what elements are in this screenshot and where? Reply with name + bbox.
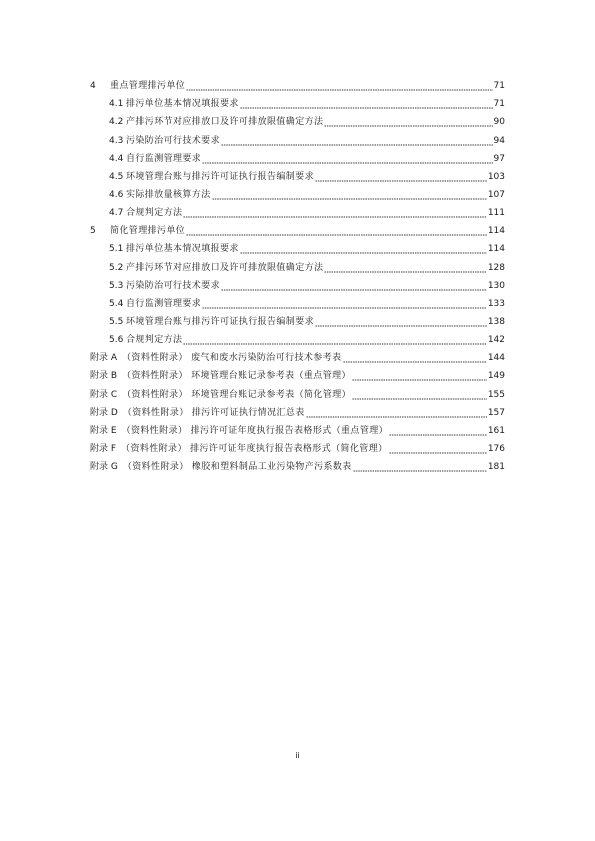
toc-entry-number: 4.4 [109, 153, 124, 164]
toc-entry[interactable] [90, 310, 505, 328]
toc-entry-number: 附录 B [90, 371, 118, 382]
toc-entry[interactable] [90, 74, 505, 92]
toc-entry-number: 4.2 [109, 117, 124, 128]
toc-entry-page: 128 [487, 262, 505, 273]
toc-entry-page: 138 [487, 316, 505, 327]
toc-entry-page: 155 [487, 389, 505, 400]
toc-entry-appendix[interactable] [90, 346, 505, 364]
toc-entry-title: 自行监测管理要求 [126, 298, 202, 309]
toc-entry-page: 71 [493, 81, 505, 92]
toc-leader-dots [352, 391, 487, 400]
toc-entry-appendix[interactable] [90, 401, 505, 419]
toc-entry-appendix[interactable] [90, 455, 505, 473]
toc-leader-dots [389, 427, 487, 436]
toc-leader-dots [353, 463, 487, 472]
toc-entry-page: 149 [487, 371, 505, 382]
toc-leader-dots [240, 245, 487, 254]
toc-entry[interactable] [90, 255, 505, 273]
toc-entry-title: （资料性附录） 废气和废水污染防治可行技术参考表 [122, 353, 342, 364]
toc-entry-page: 103 [487, 171, 505, 182]
toc-entry-page: 181 [487, 462, 505, 473]
toc-entry-number: 5.5 [109, 316, 124, 327]
toc-leader-dots [315, 318, 487, 327]
toc-entry-title: 合规判定方法 [126, 208, 183, 219]
toc-entry-number: 5.1 [109, 244, 124, 255]
toc-entry-number: 附录 E [90, 425, 117, 436]
toc-leader-dots [221, 137, 493, 146]
toc-leader-dots [389, 445, 487, 454]
toc-leader-dots [183, 209, 486, 218]
toc-entry-number: 4.7 [109, 208, 124, 219]
toc-entry[interactable] [90, 292, 505, 310]
toc-leader-dots [183, 336, 486, 345]
toc-entry[interactable] [90, 328, 505, 346]
toc-entry-number: 附录 F [90, 443, 117, 454]
toc-entry-title: 环境管理台账与排污许可证执行报告编制要求 [126, 171, 315, 182]
toc-entry[interactable] [90, 219, 505, 237]
table-of-contents [90, 74, 505, 473]
toc-leader-dots [324, 118, 492, 127]
toc-entry[interactable] [90, 274, 505, 292]
toc-entry-number: 5 [90, 226, 96, 237]
toc-entry-title: 合规判定方法 [126, 335, 183, 346]
toc-leader-dots [240, 100, 493, 109]
toc-entry-number: 5.3 [109, 280, 124, 291]
toc-entry[interactable] [90, 201, 505, 219]
toc-entry-appendix[interactable] [90, 382, 505, 400]
toc-entry-number: 5.2 [109, 262, 124, 273]
toc-entry-appendix[interactable] [90, 419, 505, 437]
toc-entry-title: 自行监测管理要求 [126, 153, 202, 164]
toc-entry[interactable] [90, 183, 505, 201]
toc-entry-page: 111 [487, 208, 505, 219]
toc-entry-title: （资料性附录） 橡胶和塑料制品工业污染物产污系数表 [122, 462, 352, 473]
toc-entry-number: 5.6 [109, 335, 124, 346]
toc-entry-number: 4.3 [109, 135, 124, 146]
toc-entry-page: 157 [487, 407, 505, 418]
toc-entry-title: 产排污环节对应排放口及许可排放限值确定方法 [126, 117, 324, 128]
toc-entry-number: 附录 A [90, 353, 118, 364]
toc-entry-title: 排污单位基本情况填报要求 [126, 99, 239, 110]
toc-entry-page: 94 [493, 135, 505, 146]
toc-entry[interactable] [90, 92, 505, 110]
toc-leader-dots [343, 354, 487, 363]
toc-entry[interactable] [90, 128, 505, 146]
toc-entry-number: 附录 C [90, 389, 118, 400]
toc-entry-page: 97 [493, 153, 505, 164]
toc-entry-title: 简化管理排污单位 [110, 226, 186, 237]
toc-entry-page: 130 [487, 280, 505, 291]
toc-entry-page: 144 [487, 353, 505, 364]
toc-entry-title: 污染防治可行技术要求 [126, 280, 221, 291]
toc-entry-page: 107 [487, 189, 505, 200]
toc-entry[interactable] [90, 237, 505, 255]
toc-entry-number: 4.1 [109, 99, 124, 110]
toc-entry-title: 产排污环节对应排放口及许可排放限值确定方法 [126, 262, 324, 273]
toc-entry-page: 176 [487, 443, 505, 454]
toc-entry-page: 71 [493, 99, 505, 110]
toc-entry-page: 114 [487, 226, 505, 237]
toc-leader-dots [315, 173, 487, 182]
toc-entry[interactable] [90, 165, 505, 183]
toc-leader-dots [212, 191, 487, 200]
toc-leader-dots [352, 372, 487, 381]
toc-entry-appendix[interactable] [90, 437, 505, 455]
page-number: ii [295, 751, 300, 760]
toc-leader-dots [186, 82, 492, 91]
toc-entry-title: （资料性附录） 环境管理台账记录参考表（简化管理） [122, 389, 352, 400]
toc-leader-dots [186, 227, 487, 236]
toc-entry-number: 4.5 [109, 171, 124, 182]
toc-entry-title: （资料性附录） 排污许可证年度执行报告表格形式（重点管理） [121, 425, 389, 436]
toc-entry-title: 环境管理台账与排污许可证执行报告编制要求 [126, 316, 315, 327]
toc-entry-number: 5.4 [109, 298, 124, 309]
toc-entry-number: 4.6 [109, 189, 124, 200]
toc-entry-title: （资料性附录） 排污许可证年度执行报告表格形式（简化管理） [121, 443, 388, 454]
toc-entry-title: （资料性附录） 排污许可证执行情况汇总表 [122, 407, 305, 418]
toc-entry-number: 附录 D [90, 407, 118, 418]
toc-entry-page: 90 [493, 117, 505, 128]
toc-leader-dots [202, 300, 487, 309]
toc-entry-appendix[interactable] [90, 364, 505, 382]
toc-entry-title: 污染防治可行技术要求 [126, 135, 221, 146]
toc-leader-dots [324, 264, 486, 273]
toc-leader-dots [202, 155, 492, 164]
toc-entry-title: 实际排放量核算方法 [126, 189, 211, 200]
toc-entry-title: （资料性附录） 环境管理台账记录参考表（重点管理） [122, 371, 351, 382]
toc-entry-title: 重点管理排污单位 [110, 81, 186, 92]
toc-entry-page: 114 [487, 244, 505, 255]
toc-entry-page: 161 [487, 425, 505, 436]
toc-entry[interactable] [90, 110, 505, 128]
toc-entry-page: 133 [487, 298, 505, 309]
toc-entry-number: 4 [90, 81, 96, 92]
toc-entry-title: 排污单位基本情况填报要求 [126, 244, 239, 255]
toc-entry-number: 附录 G [90, 462, 118, 473]
toc-entry-page: 142 [487, 335, 505, 346]
toc-leader-dots [221, 282, 487, 291]
toc-entry[interactable] [90, 147, 505, 165]
toc-leader-dots [306, 409, 487, 418]
